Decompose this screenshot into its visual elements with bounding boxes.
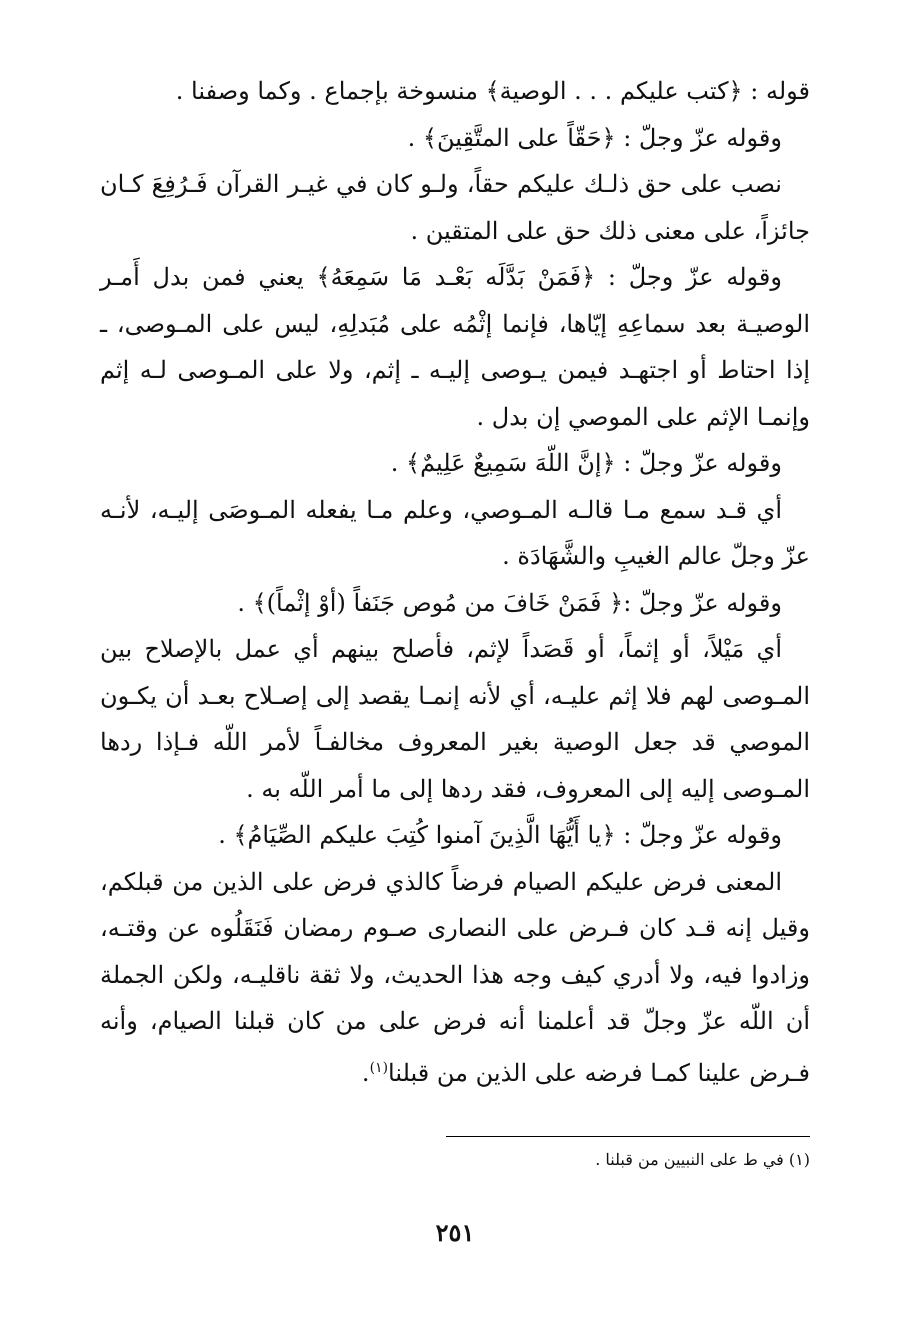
paragraph-10-text: المعنى فرض عليكم الصيام فرضاً كالذي فرض على الذين من قبلكم، وقيل إنه قـد كان فـرض على النصارى صـوم رمضان فَنَقَلُوه عن وقتـه، وزادوا فيه، ولا أدري كيف وجه هذا الحديث، ولا ثقة ناقليـه، ولكن الجملة أن اللّه عزّ وجلّ قد أعلمنا أنه فرض على من كان قبلنا الصيام، وأنه فـرض علينا كمـا فرضه على الذين من قبلنا: [100, 867, 810, 1087]
paragraph-10-end: .: [361, 1058, 370, 1087]
paragraph-1: قوله : ﴿كتب عليكم . . . الوصية﴾ منسوخة بإجماع . وكما وصفنا .: [175, 77, 810, 105]
paragraph-7: وقوله عزّ وجلّ :﴿ فَمَنْ خَافَ من مُوص جَنَفاً (أوْ إثْماً)﴾ .: [237, 588, 782, 617]
page-body: [100, 68, 810, 1096]
footnote-separator: [446, 1136, 810, 1137]
paragraph-5: وقوله عزّ وجلّ : ﴿إنَّ اللّهَ سَمِيعٌ عَلِيمٌ﴾ .: [390, 449, 782, 477]
paragraph-6: أي قـد سمع مـا قالـه المـوصي، وعلم مـا يفعله المـوصَى إليـه، لأنـه عزّ وجلّ عالم الغيبِ والشَّهَادَة .: [100, 495, 810, 570]
footnote: (١) في ط على النبيين من قبلنا .: [595, 1150, 810, 1169]
footnote-marker: (١): [369, 1059, 389, 1076]
paragraph-8: أي مَيْلاً، أو إثماً، أو قَصَداً لإثم، فأصلح بينهم أي عمل بالإصلاح بين المـوصى لهم فلا إثم عليـه، أي لأنه إنمـا يقصد إلى إصـلاح بعـد أن يكـون الموصي قد جعل الوصية بغير المعروف مخالفـاً لأمر اللّه فـإذا ردها المـوصى إليه إلى المعروف، فقد ردها إلى ما أمر اللّه به .: [100, 635, 811, 803]
paragraph-9: وقوله عزّ وجلّ : ﴿يا أَيُّهَا الَّذِينَ آمنوا كُتِبَ عليكم الصِّيَامُ﴾ .: [218, 821, 782, 849]
paragraph-10: [100, 859, 810, 1097]
paragraph-4: وقوله عزّ وجلّ : ﴿فَمَنْ بَدَّلَه بَعْـد مَا سَمِعَهُ﴾ يعني فمن بدل أَمـر الوصيـة بعد سماعِهِ إيّاها، فإنما إثْمُه على مُبَدلِهِ، ليس على المـوصى، ـ إذا احتاط أو اجتهـد فيمن يـوصى إليـه ـ إثم، ولا على المـوصى لـه إثم وإنمـا الإثم على الموصي إن بدل .: [100, 263, 811, 431]
paragraph-3: نصب على حق ذلـك عليكم حقاً، ولـو كان في غيـر القرآن فَـرُفِعَ كـان جائزاً، على معنى ذلك حق على المتقين .: [100, 170, 810, 245]
paragraph-2: وقوله عزّ وجلّ : ﴿حَقّاً على المتَّقِينَ﴾ .: [407, 123, 782, 152]
page-number: ٢٥١: [435, 1218, 475, 1247]
